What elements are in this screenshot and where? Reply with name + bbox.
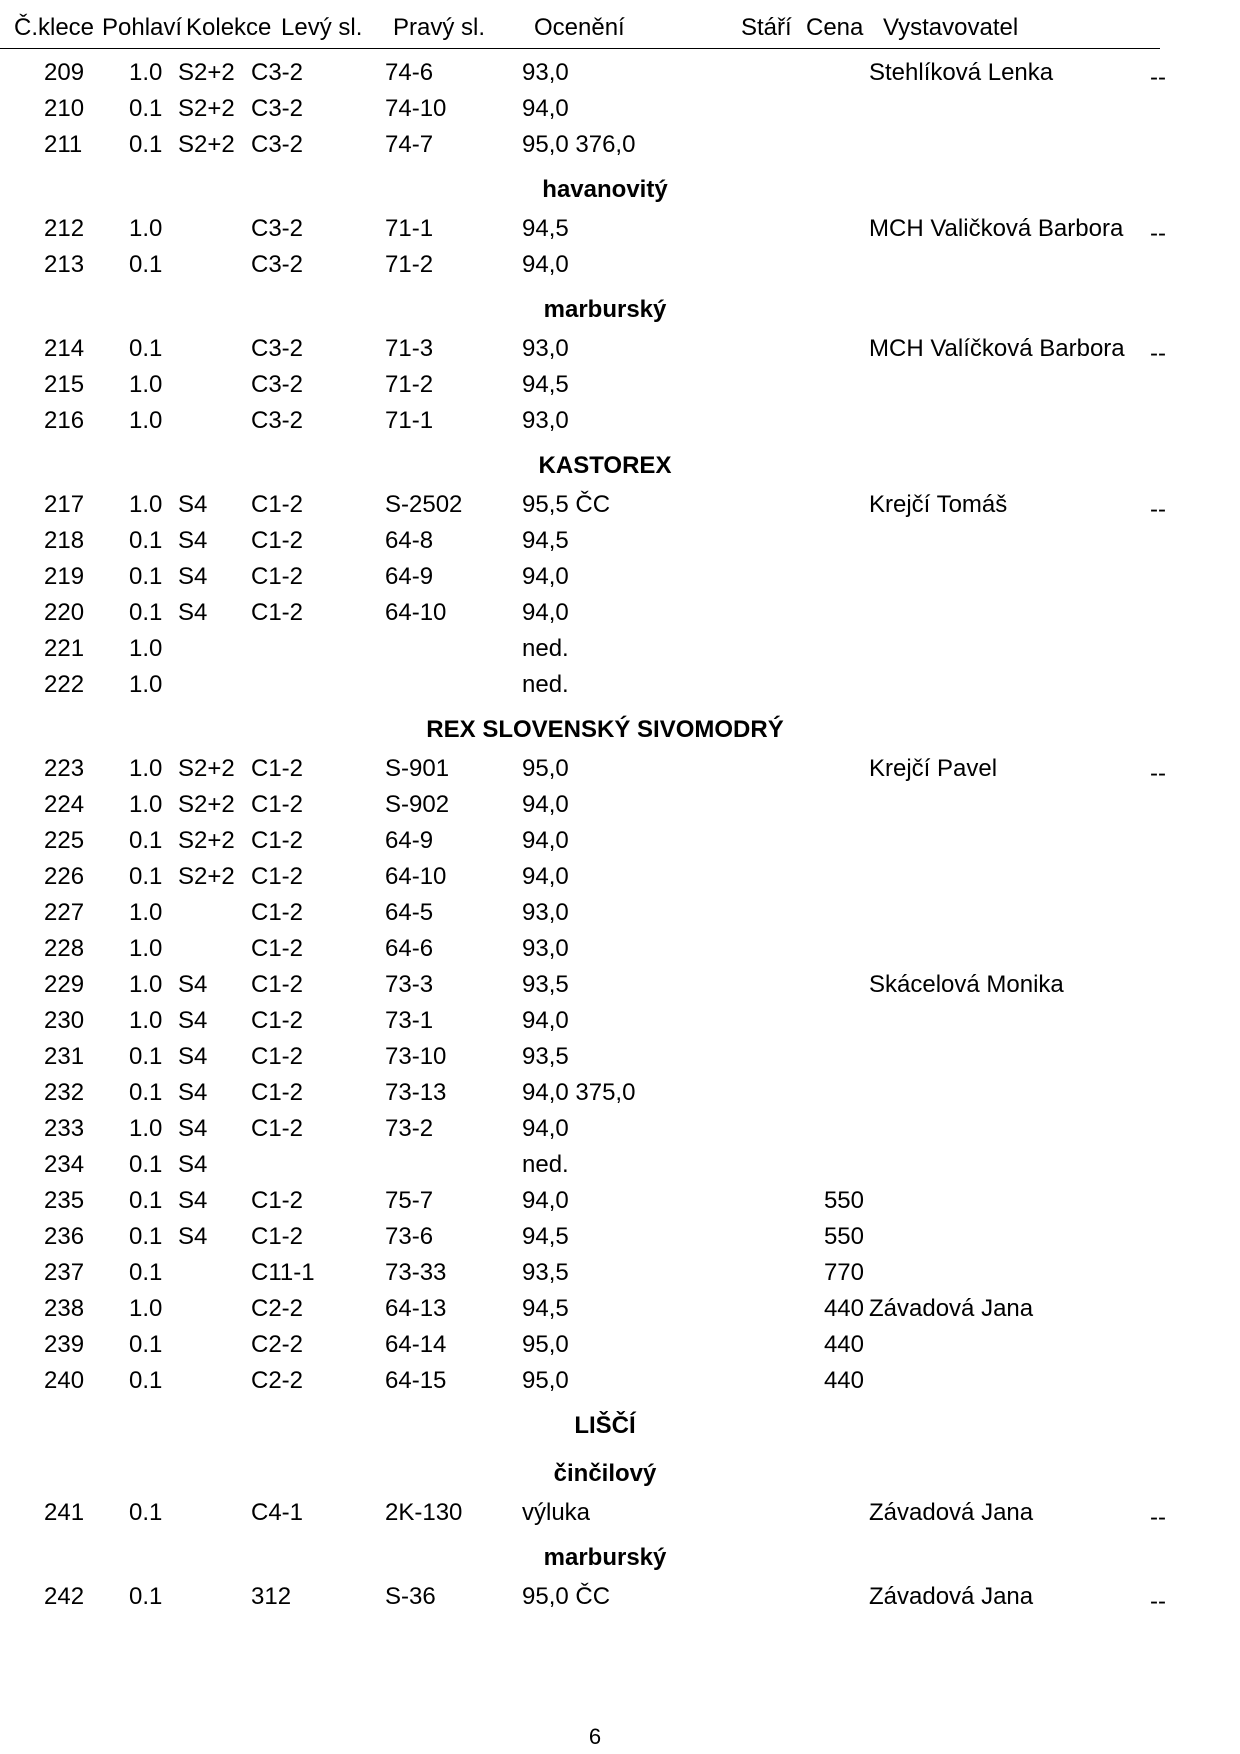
cell-exhibitor: MCH Valičková Barbora: [869, 215, 1124, 242]
cell-rating: ned.: [522, 671, 569, 698]
table-row: [0, 560, 1240, 596]
cell-right-ear: 73-33: [385, 1259, 447, 1286]
cell-right-ear: 71-2: [385, 371, 434, 398]
cell-sex: 1.0: [129, 671, 163, 698]
cell-right-ear: 64-9: [385, 563, 434, 590]
cell-right-ear: 71-2: [385, 251, 434, 278]
cell-collection: S4: [178, 563, 208, 590]
cell-left-ear: C2-2: [251, 1331, 304, 1358]
cell-left-ear: C1-2: [251, 971, 304, 998]
cell-collection: S2+2: [178, 59, 235, 86]
section-title: LIŠČÍ: [574, 1412, 636, 1439]
table-row: [0, 1184, 1240, 1220]
cell-left-ear: C3-2: [251, 95, 304, 122]
header-vystavovatel: Vystavovatel: [883, 14, 1019, 41]
cell-right-ear: 74-6: [385, 59, 434, 86]
cell-exhibitor: MCH Valíčková Barbora: [869, 335, 1125, 362]
cell-rating: 94,5: [522, 1223, 569, 1250]
table-row: [0, 1004, 1240, 1040]
cell-sex: 0.1: [129, 131, 163, 158]
cell-left-ear: C1-2: [251, 563, 304, 590]
cell-cage-number: 226: [44, 863, 85, 890]
cell-right-ear: 64-13: [385, 1295, 447, 1322]
cell-sex: 1.0: [129, 371, 163, 398]
cell-sex: 1.0: [129, 791, 163, 818]
header-oceneni: Ocenění: [534, 14, 625, 41]
cell-collection: S4: [178, 1115, 208, 1142]
cell-rating: 94,0: [522, 251, 569, 278]
cell-cage-number: 240: [44, 1367, 85, 1394]
cell-exhibitor: Závadová Jana: [869, 1499, 1034, 1526]
cell-right-ear: 64-9: [385, 827, 434, 854]
section-title: marburský: [543, 296, 667, 323]
cell-rating: 94,0: [522, 1007, 569, 1034]
cell-rating: 93,5: [522, 971, 569, 998]
cell-left-ear: C2-2: [251, 1367, 304, 1394]
cell-right-ear: 64-15: [385, 1367, 447, 1394]
cell-cage-number: 230: [44, 1007, 85, 1034]
cell-sex: 0.1: [129, 1367, 163, 1394]
cell-price: 550: [823, 1187, 864, 1214]
table-row: [0, 1496, 1240, 1532]
cell-dash: --: [1150, 220, 1166, 247]
cell-rating: výluka: [522, 1499, 591, 1526]
cell-exhibitor: Stehlíková Lenka: [869, 59, 1054, 86]
cell-rating: 94,0: [522, 1187, 569, 1214]
table-row: [0, 1580, 1240, 1616]
cell-cage-number: 216: [44, 407, 85, 434]
cell-dash: --: [1150, 64, 1166, 91]
cell-collection: S4: [178, 491, 208, 518]
cell-price: 550: [823, 1223, 864, 1250]
table-row: [0, 788, 1240, 824]
cell-rating: 93,5: [522, 1259, 569, 1286]
cell-rating: 94,0: [522, 827, 569, 854]
cell-sex: 1.0: [129, 59, 163, 86]
section-heading: [0, 1454, 1240, 1496]
table-body: [0, 56, 1240, 1616]
cell-cage-number: 211: [44, 131, 83, 158]
cell-cage-number: 225: [44, 827, 85, 854]
section-title: KASTOREX: [538, 452, 672, 479]
cell-cage-number: 233: [44, 1115, 85, 1142]
cell-collection: S4: [178, 1079, 208, 1106]
table-row: [0, 1076, 1240, 1112]
cell-sex: 0.1: [129, 1583, 163, 1610]
table-row: [0, 404, 1240, 440]
cell-cage-number: 234: [44, 1151, 85, 1178]
cell-rating: 94,0: [522, 1115, 569, 1142]
table-row: [0, 524, 1240, 560]
cell-right-ear: 73-3: [385, 971, 434, 998]
cell-left-ear: C3-2: [251, 335, 304, 362]
cell-rating: 93,0: [522, 59, 569, 86]
cell-sex: 0.1: [129, 95, 163, 122]
cell-rating: 95,0: [522, 755, 569, 782]
cell-price: 770: [823, 1259, 864, 1286]
cell-rating: 94,0: [522, 863, 569, 890]
cell-sex: 0.1: [129, 1043, 163, 1070]
cell-right-ear: S-36: [385, 1583, 436, 1610]
cell-cage-number: 236: [44, 1223, 85, 1250]
table-row: [0, 752, 1240, 788]
header-pohlavi: Pohlaví: [102, 14, 183, 41]
section-heading: [0, 446, 1240, 488]
cell-cage-number: 227: [44, 899, 85, 926]
page-number: 6: [588, 1724, 602, 1749]
cell-cage-number: 221: [44, 635, 85, 662]
table-row: [0, 896, 1240, 932]
cell-cage-number: 229: [44, 971, 85, 998]
cell-right-ear: 73-13: [385, 1079, 447, 1106]
cell-cage-number: 238: [44, 1295, 85, 1322]
cell-left-ear: C3-2: [251, 251, 304, 278]
cell-rating: 93,0: [522, 335, 569, 362]
cell-collection: S2+2: [178, 791, 235, 818]
cell-left-ear: C1-2: [251, 1079, 304, 1106]
header-levy: Levý sl.: [281, 14, 363, 41]
table-row: [0, 1040, 1240, 1076]
cell-sex: 0.1: [129, 1151, 163, 1178]
table-row: [0, 1112, 1240, 1148]
cell-cage-number: 220: [44, 599, 85, 626]
cell-cage-number: 222: [44, 671, 85, 698]
cell-dash: --: [1150, 340, 1166, 367]
cell-price: 440: [823, 1331, 864, 1358]
cell-sex: 1.0: [129, 971, 163, 998]
cell-cage-number: 214: [44, 335, 85, 362]
table-row: [0, 92, 1240, 128]
table-row: [0, 824, 1240, 860]
cell-rating: 94,0 375,0: [522, 1079, 636, 1106]
cell-left-ear: C1-2: [251, 863, 304, 890]
cell-left-ear: C1-2: [251, 755, 304, 782]
cell-left-ear: C1-2: [251, 1187, 304, 1214]
cell-right-ear: 73-2: [385, 1115, 434, 1142]
cell-right-ear: 64-8: [385, 527, 434, 554]
cell-sex: 0.1: [129, 563, 163, 590]
cell-right-ear: S-902: [385, 791, 450, 818]
table-row: [0, 632, 1240, 668]
cell-sex: 0.1: [129, 1499, 163, 1526]
section-heading: [0, 710, 1240, 752]
cell-sex: 0.1: [129, 1223, 163, 1250]
table-row: [0, 1292, 1240, 1328]
cell-sex: 1.0: [129, 491, 163, 518]
cell-cage-number: 239: [44, 1331, 85, 1358]
cell-left-ear: C11-1: [251, 1259, 315, 1286]
header-pravy: Pravý sl.: [393, 14, 486, 41]
cell-cage-number: 210: [44, 95, 85, 122]
cell-cage-number: 209: [44, 59, 85, 86]
cell-dash: --: [1150, 1588, 1166, 1615]
cell-rating: 93,0: [522, 935, 569, 962]
cell-rating: 93,0: [522, 899, 569, 926]
cell-left-ear: C1-2: [251, 1223, 304, 1250]
cell-left-ear: C1-2: [251, 791, 304, 818]
table-row: [0, 1364, 1240, 1400]
header-kolekce: Kolekce: [186, 14, 272, 41]
cell-sex: 1.0: [129, 635, 163, 662]
cell-collection: S4: [178, 1223, 208, 1250]
cell-left-ear: C1-2: [251, 1007, 304, 1034]
cell-sex: 1.0: [129, 899, 163, 926]
cell-price: 440: [823, 1367, 864, 1394]
cell-cage-number: 231: [44, 1043, 85, 1070]
cell-rating: 94,0: [522, 791, 569, 818]
cell-exhibitor: Skácelová Monika: [869, 971, 1064, 998]
cell-rating: 95,0 376,0: [522, 131, 636, 158]
cell-right-ear: 64-14: [385, 1331, 447, 1358]
cell-rating: 95,0 ČC: [522, 1583, 611, 1610]
table-row: [0, 1220, 1240, 1256]
cell-rating: 94,0: [522, 95, 569, 122]
cell-sex: 0.1: [129, 1259, 163, 1286]
table-row: [0, 968, 1240, 1004]
cell-collection: S4: [178, 971, 208, 998]
cell-cage-number: 213: [44, 251, 85, 278]
cell-right-ear: 71-1: [385, 407, 434, 434]
cell-cage-number: 218: [44, 527, 85, 554]
cell-sex: 0.1: [129, 1331, 163, 1358]
cell-left-ear: C3-2: [251, 407, 304, 434]
cell-cage-number: 223: [44, 755, 85, 782]
table-row: [0, 332, 1240, 368]
cell-cage-number: 217: [44, 491, 85, 518]
cell-sex: 1.0: [129, 1115, 163, 1142]
cell-sex: 1.0: [129, 1007, 163, 1034]
table-row: [0, 1256, 1240, 1292]
section-heading: [0, 1538, 1240, 1580]
cell-right-ear: 64-5: [385, 899, 434, 926]
cell-sex: 0.1: [129, 251, 163, 278]
cell-left-ear: C3-2: [251, 131, 304, 158]
cell-right-ear: 2K-130: [385, 1499, 463, 1526]
cell-right-ear: 74-10: [385, 95, 447, 122]
cell-collection: S4: [178, 599, 208, 626]
cell-left-ear: C1-2: [251, 599, 304, 626]
cell-rating: ned.: [522, 1151, 569, 1178]
cell-cage-number: 212: [44, 215, 85, 242]
cell-rating: 95,0: [522, 1367, 569, 1394]
cell-left-ear: C3-2: [251, 371, 304, 398]
cell-sex: 0.1: [129, 527, 163, 554]
cell-left-ear: C1-2: [251, 527, 304, 554]
cell-dash: --: [1150, 760, 1166, 787]
section-heading: [0, 170, 1240, 212]
section-title: činčilový: [553, 1460, 657, 1487]
table-row: [0, 488, 1240, 524]
cell-rating: 93,0: [522, 407, 569, 434]
table-row: [0, 668, 1240, 704]
cell-right-ear: S-2502: [385, 491, 463, 518]
cell-left-ear: C1-2: [251, 491, 304, 518]
section-title: REX SLOVENSKÝ SIVOMODRÝ: [426, 716, 784, 743]
header-cislo: Č.klece: [14, 14, 95, 41]
cell-collection: S2+2: [178, 95, 235, 122]
table-row: [0, 128, 1240, 164]
table-row: [0, 368, 1240, 404]
cell-right-ear: 64-10: [385, 863, 447, 890]
cell-collection: S2+2: [178, 131, 235, 158]
cell-left-ear: C1-2: [251, 1115, 304, 1142]
cell-dash: --: [1150, 1504, 1166, 1531]
cell-collection: S2+2: [178, 827, 235, 854]
cell-left-ear: C2-2: [251, 1295, 304, 1322]
cell-exhibitor: Krejčí Pavel: [869, 755, 998, 782]
cell-exhibitor: Závadová Jana: [869, 1295, 1034, 1322]
cell-rating: 95,5 ČC: [522, 491, 611, 518]
cell-collection: S4: [178, 1151, 208, 1178]
cell-collection: S2+2: [178, 755, 235, 782]
cell-cage-number: 242: [44, 1583, 85, 1610]
cell-rating: 95,0: [522, 1331, 569, 1358]
table-row: [0, 932, 1240, 968]
cell-cage-number: 232: [44, 1079, 85, 1106]
section-title: marburský: [543, 1544, 667, 1571]
table-row: [0, 56, 1240, 92]
cell-left-ear: C1-2: [251, 827, 304, 854]
cell-sex: 0.1: [129, 1079, 163, 1106]
cell-rating: 94,5: [522, 1295, 569, 1322]
cell-rating: 94,5: [522, 371, 569, 398]
cell-rating: 94,5: [522, 527, 569, 554]
cell-cage-number: 241: [44, 1499, 85, 1526]
cell-collection: S4: [178, 1187, 208, 1214]
cell-sex: 1.0: [129, 755, 163, 782]
cell-right-ear: 64-6: [385, 935, 434, 962]
table-row: [0, 1148, 1240, 1184]
cell-cage-number: 237: [44, 1259, 85, 1286]
cell-right-ear: 64-10: [385, 599, 447, 626]
cell-left-ear: C4-1: [251, 1499, 304, 1526]
cell-exhibitor: Krejčí Tomáš: [869, 491, 1008, 518]
cell-dash: --: [1150, 496, 1166, 523]
cell-rating: 93,5: [522, 1043, 569, 1070]
cell-left-ear: C1-2: [251, 935, 304, 962]
cell-right-ear: 74-7: [385, 131, 434, 158]
section-title: havanovitý: [542, 176, 668, 203]
cell-cage-number: 235: [44, 1187, 85, 1214]
cell-rating: 94,0: [522, 599, 569, 626]
cell-right-ear: 75-7: [385, 1187, 434, 1214]
cell-right-ear: 71-1: [385, 215, 434, 242]
header-stari: Stáří: [741, 14, 792, 41]
cell-cage-number: 219: [44, 563, 85, 590]
section-heading: [0, 1406, 1240, 1448]
cell-sex: 1.0: [129, 407, 163, 434]
cell-price: 440: [823, 1295, 864, 1322]
cell-collection: S4: [178, 1007, 208, 1034]
header-cena: Cena: [806, 14, 864, 41]
cell-right-ear: 73-6: [385, 1223, 434, 1250]
cell-sex: 0.1: [129, 599, 163, 626]
cell-left-ear: C3-2: [251, 59, 304, 86]
section-heading: [0, 290, 1240, 332]
cell-cage-number: 224: [44, 791, 85, 818]
cell-left-ear: C3-2: [251, 215, 304, 242]
cell-rating: 94,0: [522, 563, 569, 590]
cell-sex: 1.0: [129, 1295, 163, 1322]
cell-left-ear: C1-2: [251, 1043, 304, 1070]
cell-cage-number: 228: [44, 935, 85, 962]
cell-left-ear: C1-2: [251, 899, 304, 926]
cell-sex: 0.1: [129, 827, 163, 854]
cell-sex: 0.1: [129, 1187, 163, 1214]
cell-right-ear: S-901: [385, 755, 450, 782]
cell-sex: 0.1: [129, 863, 163, 890]
table-row: [0, 596, 1240, 632]
cell-right-ear: 73-1: [385, 1007, 434, 1034]
cell-sex: 1.0: [129, 215, 163, 242]
cell-cage-number: 215: [44, 371, 85, 398]
cell-right-ear: 73-10: [385, 1043, 447, 1070]
cell-sex: 1.0: [129, 935, 163, 962]
cell-sex: 0.1: [129, 335, 163, 362]
cell-collection: S2+2: [178, 863, 235, 890]
table-row: [0, 860, 1240, 896]
cell-collection: S4: [178, 527, 208, 554]
cell-rating: 94,5: [522, 215, 569, 242]
cell-exhibitor: Závadová Jana: [869, 1583, 1034, 1610]
cell-left-ear: 312: [251, 1583, 292, 1610]
table-row: [0, 212, 1240, 248]
cell-rating: ned.: [522, 635, 569, 662]
cell-right-ear: 71-3: [385, 335, 434, 362]
table-header: [0, 0, 1160, 49]
table-row: [0, 248, 1240, 284]
cell-collection: S4: [178, 1043, 208, 1070]
table-row: [0, 1328, 1240, 1364]
